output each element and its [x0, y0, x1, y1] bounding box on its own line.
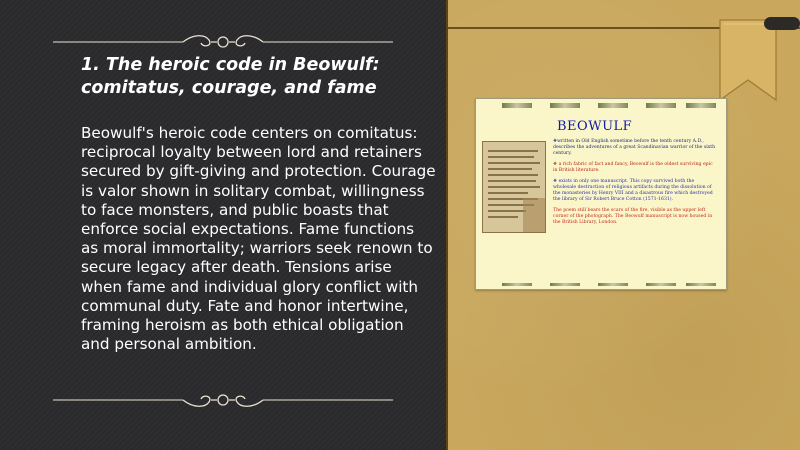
manuscript-photo [482, 141, 546, 233]
image-title: BEOWULF [557, 119, 633, 134]
decor-bar [646, 283, 676, 286]
flourish-divider-icon [53, 32, 393, 52]
bookmark-rod [764, 17, 800, 30]
decor-bar [646, 103, 676, 108]
decor-bar [686, 283, 716, 286]
image-bullet: ❖written in Old English sometime before the tenth century A.D., describes the adventures of a great Scandinavian warrior of the sixth century. [553, 139, 716, 156]
decor-bar [550, 283, 580, 286]
decor-bar [686, 103, 716, 108]
slide-body-text: Beowulf's heroic code centers on comitatus: reciprocal loyalty between lord and retainers secured by gift-giving and protection. Courage is valor shown in solitary combat, willingness to face monsters, and public boasts that enforce social expectations. Fame functions as moral immortality; warriors seek renown to secure legacy after death. Tensions arise when fame and individual glory conflict with communal duty. Fate and honor intertwine, framing heroism as both ethical obligation and personal ambition. [81, 124, 436, 354]
image-bullet: The poem still bears the scars of the fire, visible as the upper left corner of the photograph. The Beowulf manuscript is now housed in the British Library, London. [553, 208, 713, 225]
decor-bar [598, 103, 628, 108]
image-bullet: ❖ a rich fabric of fact and fancy, Beowulf is the oldest surviving epic in British literature. [553, 162, 713, 173]
panel-divider [446, 0, 448, 450]
decor-bar [502, 103, 532, 108]
decor-bar [550, 103, 580, 108]
decor-bar [502, 283, 532, 286]
image-bullet-list [553, 139, 718, 231]
slide-title: 1. The heroic code in Beowulf: comitatus, courage, and fame [81, 55, 380, 98]
beowulf-slide-image [475, 98, 727, 290]
decor-bar [598, 283, 628, 286]
image-bullet: ❖ exists in only one manuscript. This copy survived both the wholesale destruction of religious artifacts during the dissolution of the monasteries by Henry VIII and a disastrous fire which destroyed the library of Sir Robert Bruce Cotton (1571-1631). [553, 179, 713, 202]
flourish-divider-icon [53, 390, 393, 410]
